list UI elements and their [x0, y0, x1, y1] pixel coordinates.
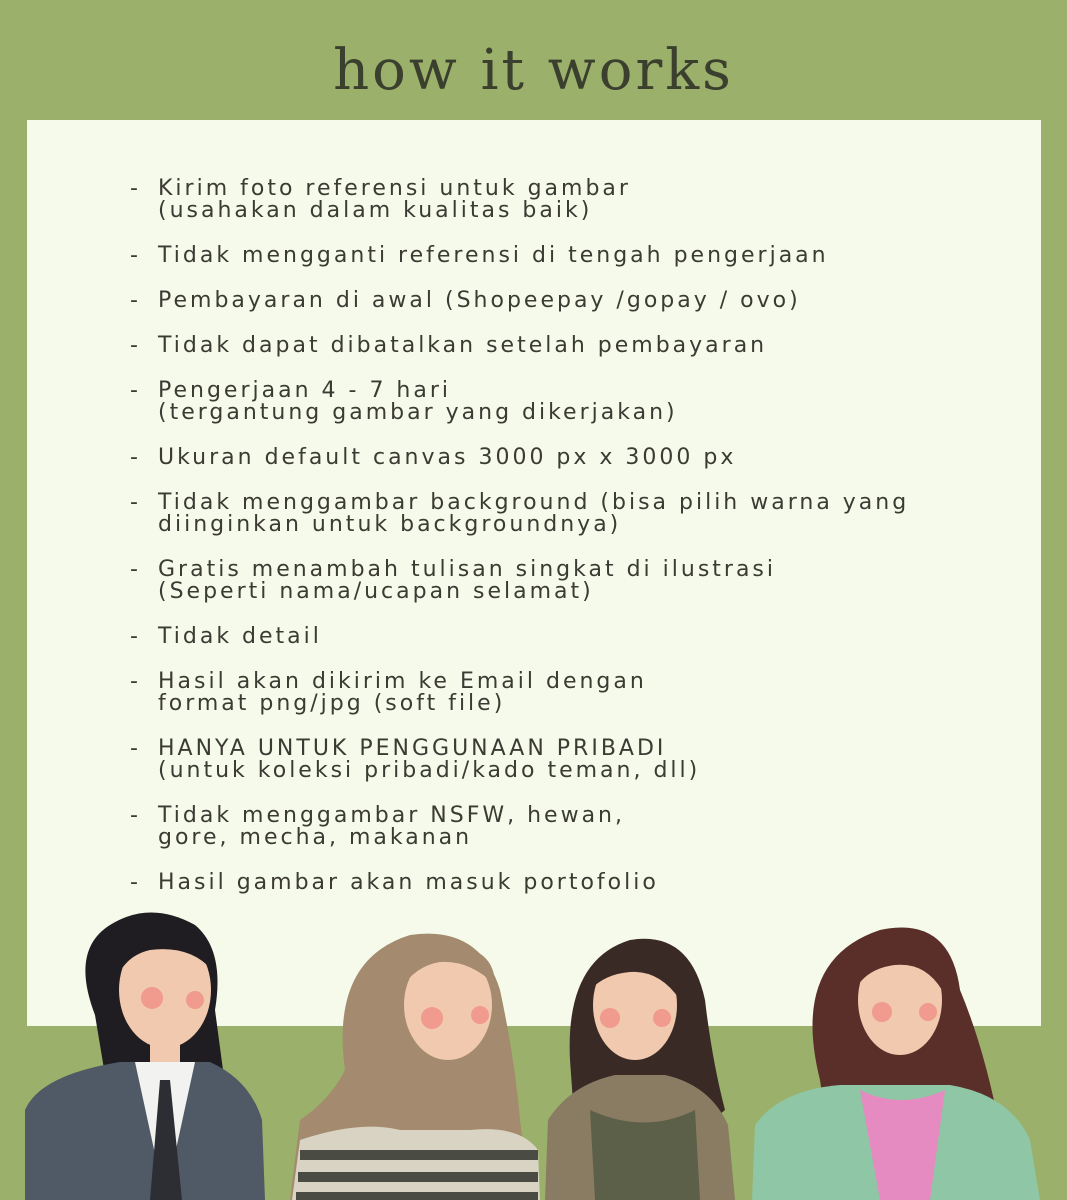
rule-line: gore, mecha, makanan: [158, 825, 473, 850]
rule-line: (untuk koleksi pribadi/kado teman, dll): [158, 758, 701, 783]
rule-line: (usahakan dalam kualitas baik): [158, 198, 593, 223]
woman-suit-figure: [25, 913, 265, 1200]
rule-line: - Tidak detail: [158, 624, 322, 649]
page-title: how it works: [333, 38, 734, 103]
rule-line: - Ukuran default canvas 3000 px x 3000 px: [158, 445, 737, 470]
rule-line: - Pengerjaan 4 - 7 hari: [158, 378, 452, 403]
rule-item: [130, 872, 1010, 894]
rules-list: [130, 178, 1010, 917]
woman-hijab-figure: [290, 934, 540, 1200]
rule-line: - Hasil akan dikirim ke Email dengan: [158, 669, 647, 694]
rule-item: [130, 738, 1010, 782]
rule-item: [130, 178, 1010, 222]
rule-item: [130, 805, 1010, 849]
rule-item: [130, 626, 1010, 648]
rule-item: [130, 335, 1010, 357]
rule-line: - HANYA UNTUK PENGGUNAAN PRIBADI: [158, 736, 667, 761]
woman-olive-top-figure: [545, 939, 735, 1200]
rule-item: [130, 245, 1010, 267]
rule-item: [130, 447, 1010, 469]
rule-item: [130, 492, 1010, 536]
rule-line: (tergantung gambar yang dikerjakan): [158, 400, 678, 425]
four-women-illustration: [0, 900, 1067, 1200]
rule-line: - Pembayaran di awal (Shopeepay /gopay / ovo): [158, 288, 801, 313]
woman-green-blazer-figure: [752, 928, 1040, 1200]
rule-item: [130, 559, 1010, 603]
rule-line: format png/jpg (soft file): [158, 691, 506, 716]
rule-item: [130, 671, 1010, 715]
rule-line: - Gratis menambah tulisan singkat di ilustrasi: [158, 557, 777, 582]
rule-line: - Kirim foto referensi untuk gambar: [158, 176, 631, 201]
rule-item: [130, 290, 1010, 312]
rule-line: (Seperti nama/ucapan selamat): [158, 579, 594, 604]
rule-line: - Tidak menggambar background (bisa pilih warna yang: [158, 490, 910, 515]
rule-item: [130, 380, 1010, 424]
rule-line: - Hasil gambar akan masuk portofolio: [158, 870, 659, 895]
rule-line: - Tidak menggambar NSFW, hewan,: [158, 803, 625, 828]
rule-line: - Tidak dapat dibatalkan setelah pembayaran: [158, 333, 768, 358]
rule-line: diinginkan untuk backgroundnya): [158, 512, 622, 537]
rule-line: - Tidak mengganti referensi di tengah pengerjaan: [158, 243, 829, 268]
